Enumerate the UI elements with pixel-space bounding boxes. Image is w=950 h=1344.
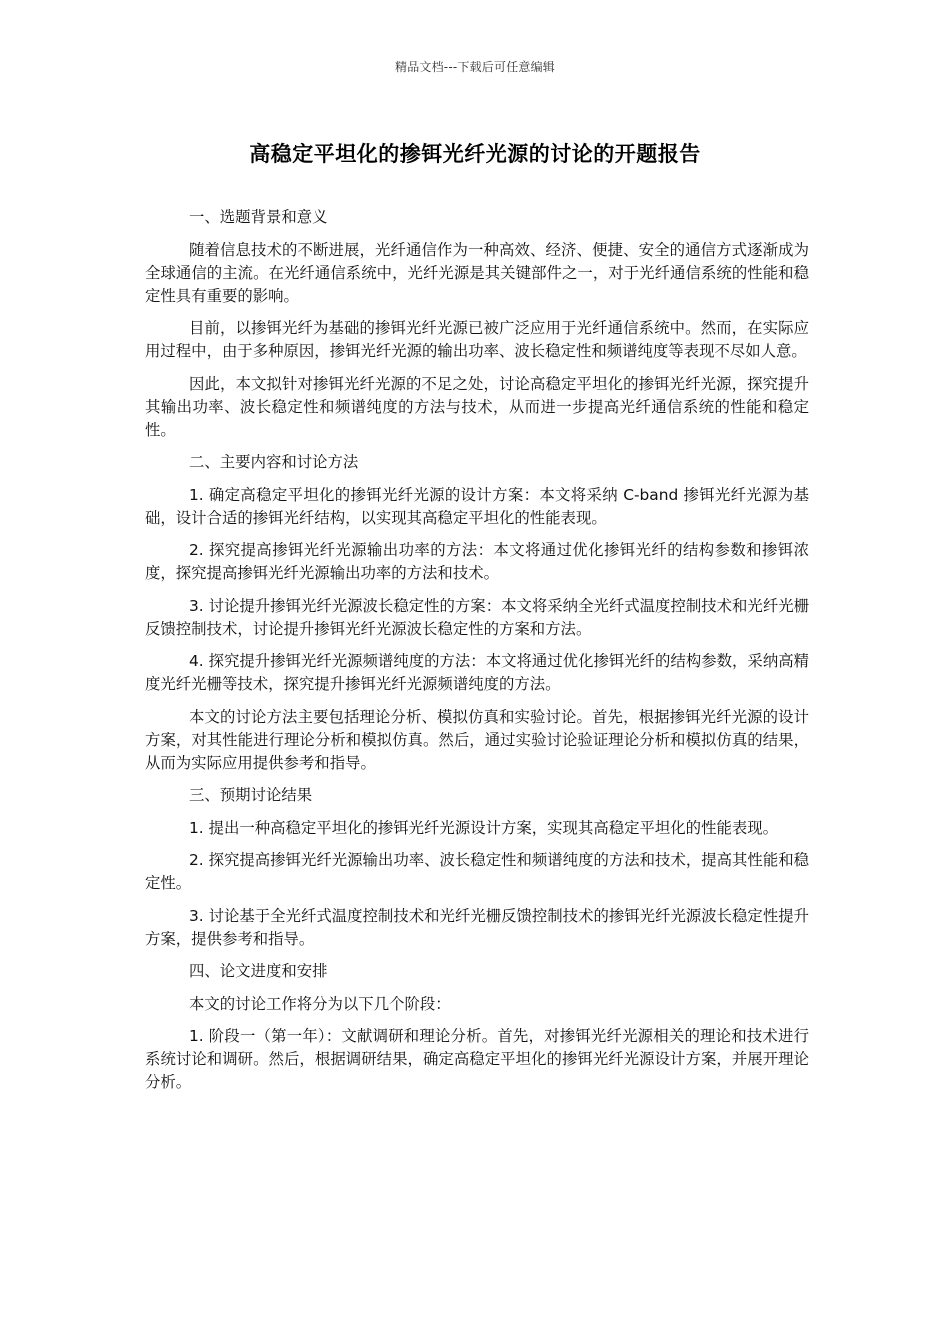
section-heading-1: 一、选题背景和意义 bbox=[189, 208, 328, 226]
list-item: 3. 讨论基于全光纤式温度控制技术和光纤光栅反馈控制技术的掺铒光纤光源波长稳定性提升方案，提供参考和指导。 bbox=[145, 906, 809, 948]
list-item: 4. 探究提升掺铒光纤光源频谱纯度的方法：本文将通过优化掺铒光纤的结构参数，采纳高精度光纤光栅等技术，探究提升掺铒光纤光源频谱纯度的方法。 bbox=[145, 652, 809, 693]
paragraph: 本文的讨论方法主要包括理论分析、模拟仿真和实验讨论。首先，根据掺铒光纤光源的设计方案，对其性能进行理论分析和模拟仿真。然后，通过实验讨论验证理论分析和模拟仿真的结果，从而为实际应用提供参考和指导。 bbox=[145, 707, 809, 772]
section-heading-4: 四、论文进度和安排 bbox=[189, 962, 328, 980]
list-item: 1. 提出一种高稳定平坦化的掺铒光纤光源设计方案，实现其高稳定平坦化的性能表现。 bbox=[189, 818, 779, 837]
header-note: 精品文档---下载后可任意编辑 bbox=[395, 60, 555, 74]
paragraph: 因此，本文拟针对掺铒光纤光源的不足之处，讨论高稳定平坦化的掺铒光纤光源，探究提升其输出功率、波长稳定性和频谱纯度的方法与技术，从而进一步提高光纤通信系统的性能和稳定性。 bbox=[145, 374, 809, 439]
list-item: 3. 讨论提升掺铒光纤光源波长稳定性的方案：本文将采纳全光纤式温度控制技术和光纤光栅反馈控制技术，讨论提升掺铒光纤光源波长稳定性的方案和方法。 bbox=[145, 596, 809, 638]
paragraph: 随着信息技术的不断进展，光纤通信作为一种高效、经济、便捷、安全的通信方式逐渐成为全球通信的主流。在光纤通信系统中，光纤光源是其关键部件之一，对于光纤通信系统的性能和稳定性具有重要的影响。 bbox=[145, 240, 809, 305]
paragraph: 本文的讨论工作将分为以下几个阶段： bbox=[189, 994, 451, 1013]
list-item: 1. 阶段一（第一年）：文献调研和理论分析。首先，对掺铒光纤光源相关的理论和技术进行系统讨论和调研。然后，根据调研结果，确定高稳定平坦化的掺铒光纤光源设计方案，并展开理论分析。 bbox=[145, 1027, 809, 1091]
section-heading-3: 三、预期讨论结果 bbox=[189, 786, 313, 804]
document-body bbox=[145, 206, 809, 1104]
list-item: 2. 探究提高掺铒光纤光源输出功率的方法：本文将通过优化掺铒光纤的结构参数和掺铒浓度，探究提高掺铒光纤光源输出功率的方法和技术。 bbox=[145, 541, 809, 582]
list-item: 2. 探究提高掺铒光纤光源输出功率、波长稳定性和频谱纯度的方法和技术，提高其性能和稳定性。 bbox=[145, 851, 809, 892]
paragraph: 目前，以掺铒光纤为基础的掺铒光纤光源已被广泛应用于光纤通信系统中。然而，在实际应用过程中，由于多种原因，掺铒光纤光源的输出功率、波长稳定性和频谱纯度等表现不尽如人意。 bbox=[145, 319, 809, 360]
list-item: 1. 确定高稳定平坦化的掺铒光纤光源的设计方案：本文将采纳 C-band 掺铒光纤光源为基础，设计合适的掺铒光纤结构，以实现其高稳定平坦化的性能表现。 bbox=[145, 485, 809, 527]
document-title: 高稳定平坦化的掺铒光纤光源的讨论的开题报告 bbox=[249, 142, 701, 166]
section-heading-2: 二、主要内容和讨论方法 bbox=[189, 453, 359, 471]
